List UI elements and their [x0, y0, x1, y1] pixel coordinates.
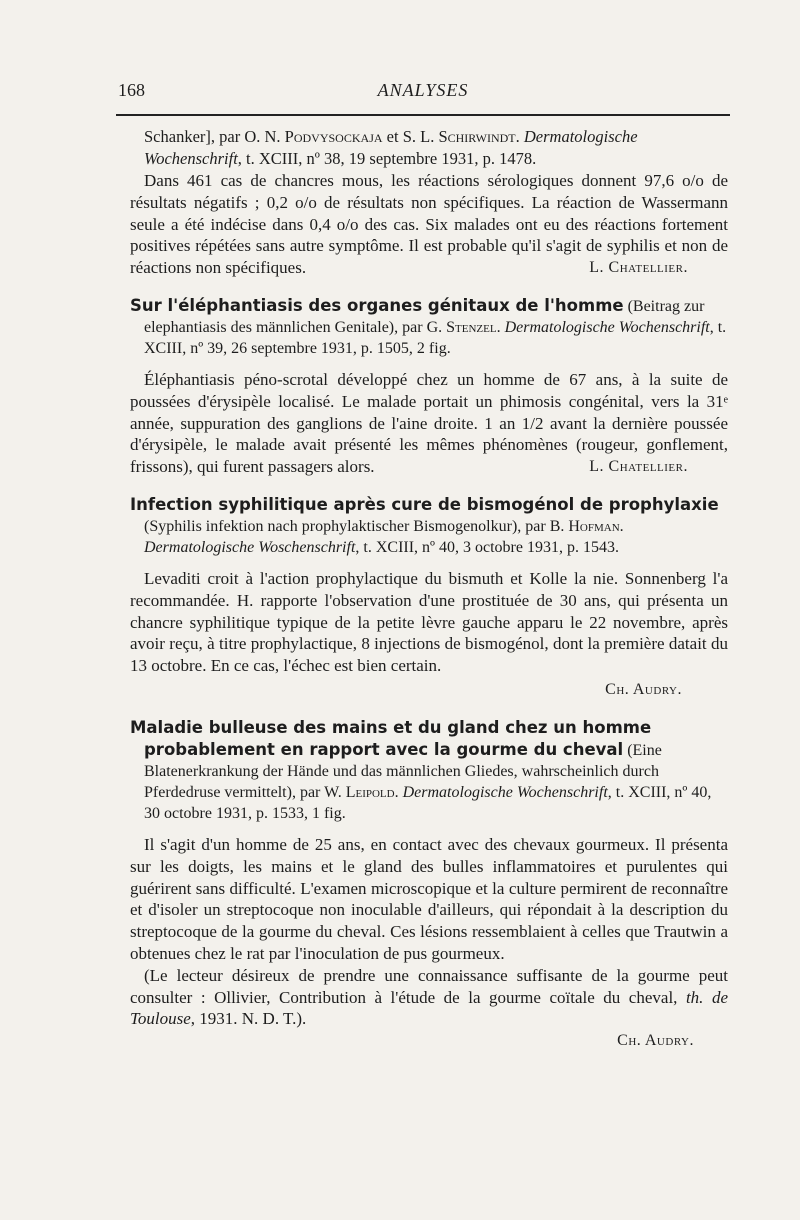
- paragraph-text: (Le lecteur désireux de prendre une connaissance suffisante de la gourme peut consulter : Ollivier, Contribution à l'étude de la gourme coïtale du cheval,: [130, 965, 728, 1007]
- article-reference: [130, 126, 728, 170]
- ref-text: Schanker], par O. N.: [144, 127, 285, 146]
- spacer: [130, 824, 728, 834]
- article-maladie-bulleuse: [130, 717, 728, 1052]
- ref-text: .: [515, 127, 524, 146]
- signature: L. Chatellier.: [589, 458, 688, 476]
- article-paragraph: [130, 965, 728, 1030]
- paragraph-text: , 1931. N. D. T.).: [190, 1009, 307, 1029]
- article-heading: [130, 717, 728, 824]
- ref-text: .: [619, 517, 624, 535]
- ref-text: , t. XCIII, nº 40, 3 octobre 1931, p. 1543.: [355, 538, 619, 556]
- paragraph-text: Dans 461 cas de chancres mous, les réactions sérologiques donnent 97,6 o/o de résultats négatifs ; 0,2 o/o de résultats non spécifiques. La réaction de Wassermann seule a été indécise dans 0,4 o/o des cas. Six malades ont eu des réactions fortement positives répétées sans autre symptôme. Il est probable qu'il s'agit de syphilis et non de réactions non spécifiques.: [130, 171, 728, 278]
- journal-name: Dermatologische Woschenschrift: [144, 538, 356, 556]
- page-header: [118, 78, 728, 102]
- article-paragraph: [130, 170, 728, 279]
- article-title: Maladie bulleuse des mains et du gland chez un homme probablement en rapport avec la gourme du cheval: [130, 717, 652, 759]
- journal-name: Dermatologische Wochenschrift: [504, 318, 710, 336]
- spacer: [130, 359, 728, 369]
- article-title: Sur l'éléphantiasis des organes génitaux de l'homme: [130, 295, 624, 315]
- article-paragraph: [130, 369, 728, 478]
- article-heading: [130, 494, 728, 558]
- header-rule: [116, 114, 730, 116]
- signature: Ch. Audry.: [605, 680, 682, 698]
- article-paragraph: Il s'agit d'un homme de 25 ans, en contact avec des chevaux gourmeux. Il présenta sur les doigts, les mains et le gland des bulles inflammatoires et purulentes qui guérirent sans difficulté. L'examen microscopique et la culture permirent de reconnaître et d'isoler un streptocoque non inoculable d'ailleurs, qui répondait à la description du streptocoque de la gourme du cheval. Ces lésions ressemblaient à celles que Trautwin a obtenues chez le rat par l'inoculation de pus gourmeux.: [130, 834, 728, 963]
- ref-text: , t. XCIII, nº 40, 30 octobre 1931, p. 1533, 1 fig.: [144, 783, 712, 822]
- page-body: [130, 118, 728, 1052]
- signature: Ch. Audry.: [617, 1032, 694, 1050]
- article-elephantiasis: [130, 295, 728, 478]
- ref-text: (Syphilis infektion nach prophylaktischer Bismogenolkur), par B.: [144, 517, 569, 535]
- author-name: Hofman: [568, 517, 620, 535]
- thesis-reference: th. de Toulouse: [130, 987, 728, 1029]
- author-name: Stenzel: [446, 318, 497, 336]
- ref-text: .: [496, 318, 505, 336]
- journal-name: Dermatologische Wochenschrift: [144, 127, 638, 168]
- page-number: 168: [118, 80, 145, 100]
- article-title: Infection syphilitique après cure de bismogénol de prophylaxie: [130, 494, 719, 514]
- article-syphilis-infection: [130, 494, 728, 701]
- article-paragraph: Levaditi croit à l'action prophylactique du bismuth et Kolle la nie. Sonnenberg l'a recommandée. H. rapporte l'observation d'une prostituée de 30 ans, qui présenta un chancre syphilitique typique de la petite lèvre gauche apparu le 22 novembre, après avoir reçu, à titre prophylactique, 8 injections de bismogénol, dont la première datait du 13 octobre. En ce cas, l'échec est bien certain.: [130, 568, 728, 676]
- spacer: [130, 558, 728, 568]
- ref-text: (Eine Blatenerkrankung der Hände und das männlichen Gliedes, wahrscheinlich durch Pferdedruse vermittelt), par W.: [144, 741, 662, 801]
- ref-text: .: [394, 783, 403, 801]
- journal-name: Dermatologische Wochenschrift: [402, 783, 608, 801]
- ref-text: et S. L.: [382, 127, 439, 146]
- paragraph-text: Éléphantiasis péno-scrotal développé chez un homme de 67 ans, à la suite de poussées d'érysipèle localisé. Le malade portait un phimosis congénital, vers la 31ᵉ année, suppuration des ganglions de l'aine droite. 1 an 1/2 avant la dernière poussée d'érysipèle, le malade avait présenté les mêmes phénomènes (rougeur, gonflement, frissons), qui furent passagers alors.: [130, 369, 728, 477]
- author-name: Podvysockaja: [284, 127, 383, 146]
- signature: L. Chatellier.: [589, 259, 688, 277]
- ref-text: , t. XCIII, nº 38, 19 septembre 1931, p. 1478.: [237, 149, 537, 168]
- article-schanker: [130, 126, 728, 279]
- running-title: ANALYSES: [377, 80, 469, 100]
- article-heading: [130, 295, 728, 359]
- author-name: Schirwindt: [438, 127, 516, 146]
- author-name: Leipold: [345, 783, 395, 801]
- ref-text: , t. XCIII, nº 39, 26 septembre 1931, p. 1505, 2 fig.: [144, 318, 727, 357]
- ref-text: (Beitrag zur elephantiasis des männlichen Genitale), par G.: [144, 297, 705, 336]
